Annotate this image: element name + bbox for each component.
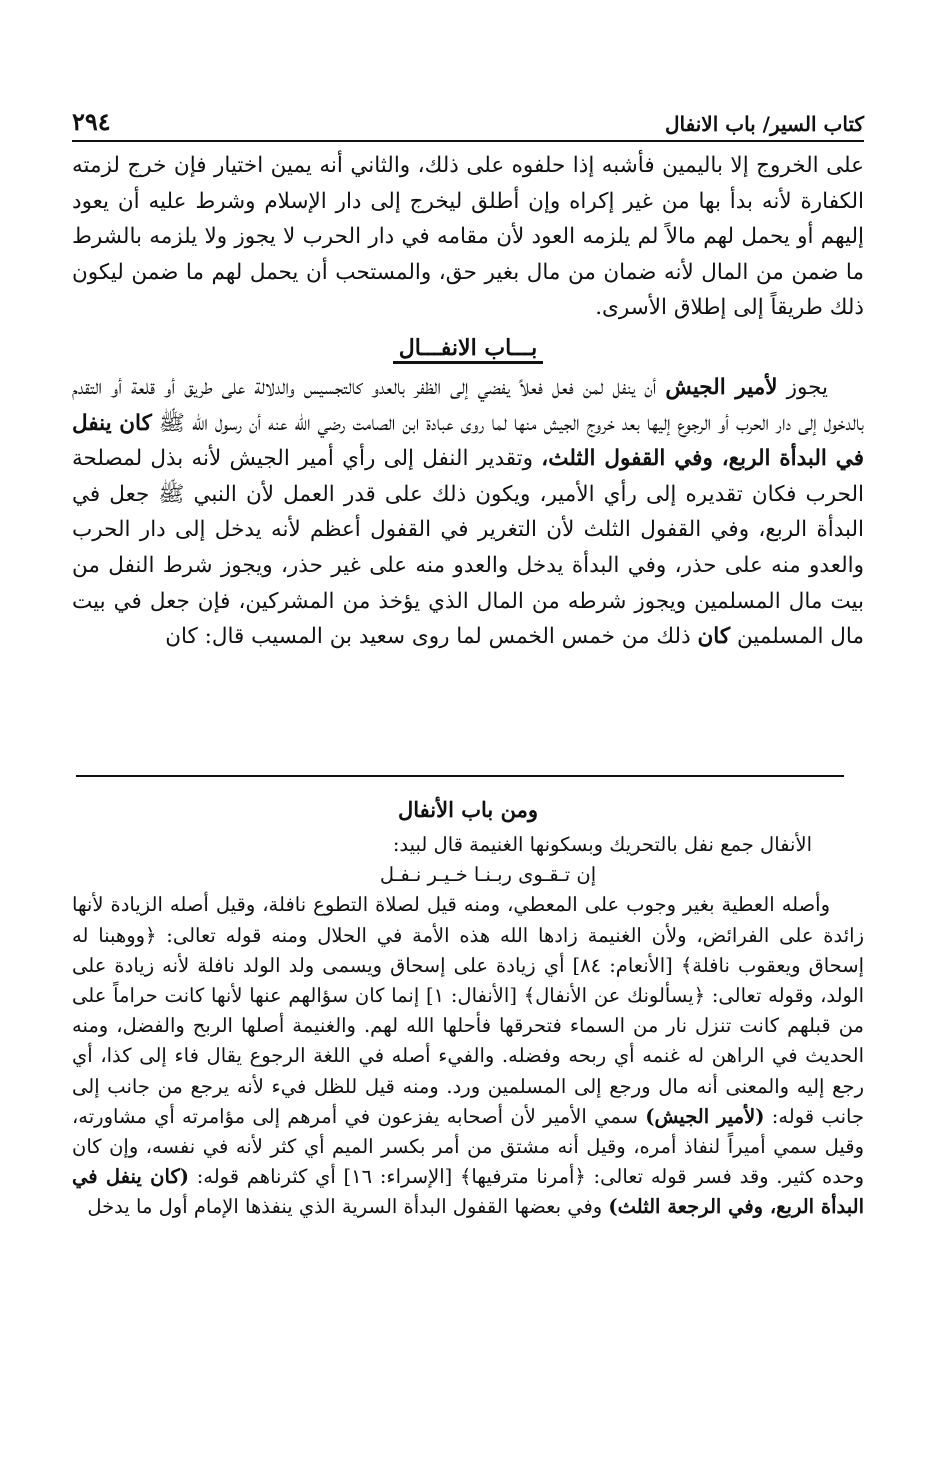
comm-bold-1: (لأمير الجيش) xyxy=(645,1104,765,1128)
main-paragraph-1: على الخروج إلا باليمين فأشبه إذا حلفوه على ذلك، والثاني أنه يمين اختيار فإن خرج لزمته الكفارة لأنه بدأ بها من غير إكراه وإن أطلق ليخرج إلى دار الإسلام وشرط عليه أن يعود إليهم أو يحمل لهم مالاً لم يلزمه العود لأن مقامه في دار الحرب لا يجوز ولا يلزمه بالشرط ما ضمن من المال لأنه ضمان من مال بغير حق، والمستحب أن يحمل لهم ما ضمن ليكون ذلك طريقاً إلى إطلاق الأسرى. xyxy=(72,153,864,321)
commentary-intro: الأنفال جمع نفل بالتحريك وبسكونها الغنيمة قال لبيد: xyxy=(392,833,812,856)
p2-text-4: ذلك من خمس الخمس لما روى سعيد بن المسيب قال: كان xyxy=(165,624,691,650)
page-number: ٢٩٤ xyxy=(72,107,111,136)
commentary-body xyxy=(72,890,864,1222)
p2-bold-3: كان xyxy=(697,624,731,650)
main-paragraph-2 xyxy=(72,370,864,655)
poem-verse: إن تـقـوى ربـنـا خـيـر نـفـل xyxy=(379,863,597,887)
footnote-divider xyxy=(76,775,844,777)
p2-bold-1: لأمير الجيش xyxy=(665,374,778,400)
chapter-title xyxy=(72,326,864,370)
running-title: كتاب السير/ باب الانفال xyxy=(665,112,864,136)
p2-text-3: وتقدير النفل إلى رأي أمير الجيش لأنه بذل لمصلحة الحرب فكان تقديره إلى رأي الأمير، ويكون ذلك على قدر العمل لأن النبي ﷺ جعل في البدأة الربع، وفي القفول الثلث لأن التغرير في القفول أعظم لأنه يدخل إلى دار الحرب والعدو منه على حذر، وفي البدأة يدخل والعدو منه على غير حذر، ويجوز شرط النفل من بيت مال المسلمين ويجوز شرطه من المال الذي يؤخذ من المشركين، فإن جعل في بيت مال المسلمين xyxy=(72,446,864,650)
p2-bold-2: كان ينفل في البدأة الربع، وفي القفول الثلث، xyxy=(72,410,864,472)
comm-text-3: وفي بعضها القفول البدأة السرية الذي ينفذها الإمام أول ما يدخل xyxy=(87,1195,603,1219)
p2-text-1: يجوز xyxy=(786,374,828,400)
comm-bold-2: (كان ينفل في البدأة الربع، وفي الرجعة الثلث) xyxy=(72,1165,864,1219)
comm-text-2: سمي الأمير لأن أصحابه يفزعون في أمرهم إلى مؤامرته أي مشاورته، وقيل سمي أميراً لنفاذ أمره، وقيل أنه مشتق من أمر بكسر الميم أي كثر لأنه في نفسه، وإن كان وحده كثير. وقد فسر قوله تعالى: ﴿أمرنا مترفيها﴾ [الإسراء: ١٦] أي كثرناهم قوله: xyxy=(72,1104,864,1189)
p2-text-2: أن ينفل لمن فعل فعلاً يفضي إلى الظفر بالعدو كالتجسيس والدلالة على طريق أو قلعة أو التقدم بالدخول إلى دار الحرب أو الرجوع إليها بعد خروج الجيش منها لما روى عبادة ابن الصامت رضي الله عنه أن رسول الله ﷺ xyxy=(72,374,864,436)
chapter-title-text: بـــاب الانفـــال xyxy=(393,335,543,364)
comm-text-1: وأصله العطية بغير وجوب على المعطي، ومنه قيل لصلاة التطوع نافلة، وقيل أصله الزيادة لأنها زائدة على الفرائض، ولأن الغنيمة زادها الله هذه الأمة في الحلال ومنه قوله تعالى: ﴿ووهبنا له إسحاق ويعقوب نافلة﴾ [الأنعام: ٨٤] أي زيادة على إسحاق ويسمى ولد الولد نافلة لأنه زيادة على الولد، وقوله تعالى: ﴿يسألونك عن الأنفال﴾ [الأنفال: ١] إنما كان سؤالهم عنها لأنها كانت حراماً على من قبلهم كانت تنزل نار من السماء فتحرقها فأحلها الله لهم. والغنيمة أصلها الربح والفضل، ومنه الحديث في الراهن له غنمه أي ربحه وفضله. والفيء أصله في اللغة الرجوع يقال فاء إلى كذا، أي رجع إليه والمعنى أنه مال ورجع إلى المسلمين ورد. ومنه قيل للظل فيء لأنه يرجع من جانب إلى جانب قوله: xyxy=(72,893,864,1128)
commentary-title: ومن باب الأنفال xyxy=(398,797,538,822)
commentary-section xyxy=(72,790,864,1223)
page-header xyxy=(72,96,864,142)
main-text xyxy=(72,148,864,655)
